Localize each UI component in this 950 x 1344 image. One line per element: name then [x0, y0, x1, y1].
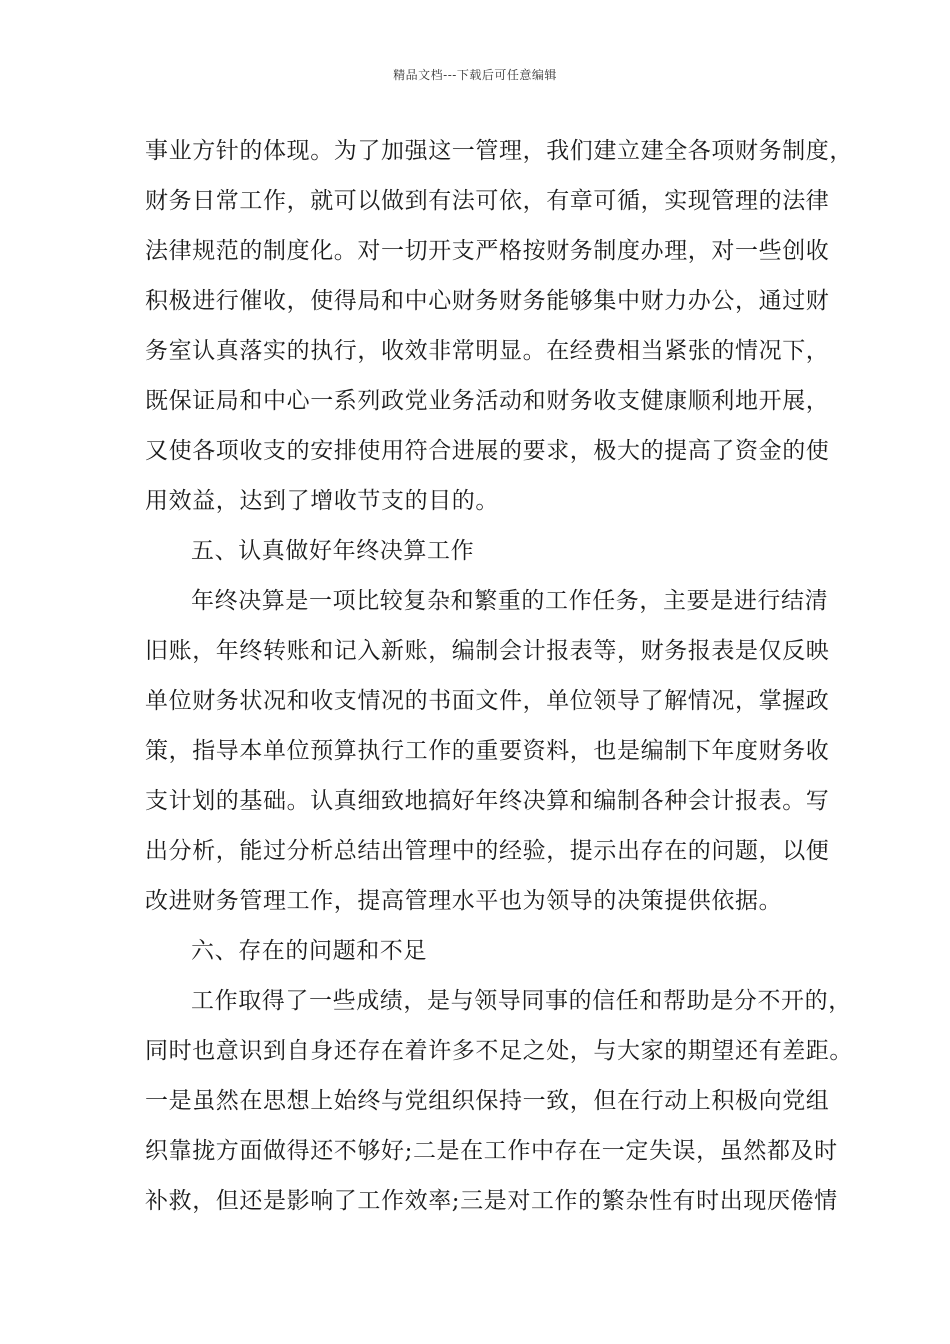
paragraph-line: 务室认真落实的执行，收效非常明显。在经费相当紧张的情况下，	[145, 338, 830, 364]
paragraph-line: 织靠拢方面做得还不够好;二是在工作中存在一定失误，虽然都及时	[145, 1138, 838, 1164]
paragraph-line: 既保证局和中心一系列政党业务活动和财务收支健康顺利地开展，	[145, 388, 830, 414]
page-header: 精品文档---下载后可任意编辑	[393, 68, 557, 82]
paragraph-line: 改进财务管理工作，提高管理水平也为领导的决策提供依据。	[145, 888, 783, 914]
paragraph-line: 单位财务状况和收支情况的书面文件，单位领导了解情况，掌握政	[145, 688, 830, 714]
paragraph-line: 策，指导本单位预算执行工作的重要资料，也是编制下年度财务收	[145, 738, 830, 764]
section-heading: 五、认真做好年终决算工作	[191, 538, 475, 564]
paragraph-line: 又使各项收支的安排使用符合进展的要求，极大的提高了资金的使	[145, 438, 830, 464]
paragraph-line: 积极进行催收，使得局和中心财务财务能够集中财力办公，通过财	[145, 288, 830, 314]
paragraph-line: 法律规范的制度化。对一切开支严格按财务制度办理，对一些创收	[145, 238, 830, 264]
paragraph-line: 事业方针的体现。为了加强这一管理，我们建立建全各项财务制度，	[145, 138, 853, 164]
paragraph-line: 一是虽然在思想上始终与党组织保持一致，但在行动上积极向党组	[145, 1088, 830, 1114]
paragraph-line: 财务日常工作，就可以做到有法可依，有章可循，实现管理的法律	[145, 188, 830, 214]
paragraph-line: 支计划的基础。认真细致地搞好年终决算和编制各种会计报表。写	[145, 788, 830, 814]
paragraph-line: 旧账，年终转账和记入新账，编制会计报表等，财务报表是仅反映	[145, 638, 830, 664]
section-heading: 六、存在的问题和不足	[191, 938, 427, 964]
paragraph-line: 工作取得了一些成绩，是与领导同事的信任和帮助是分不开的，	[191, 988, 852, 1014]
paragraph-line: 出分析，能过分析总结出管理中的经验，提示出存在的问题，以便	[145, 838, 830, 864]
paragraph-line: 补救，但还是影响了工作效率;三是对工作的繁杂性有时出现厌倦情	[145, 1188, 838, 1214]
paragraph-line: 年终决算是一项比较复杂和繁重的工作任务，主要是进行结清	[191, 588, 829, 614]
paragraph-line: 同时也意识到自身还存在着许多不足之处，与大家的期望还有差距。	[145, 1038, 853, 1064]
paragraph-line: 用效益，达到了增收节支的目的。	[145, 488, 499, 514]
